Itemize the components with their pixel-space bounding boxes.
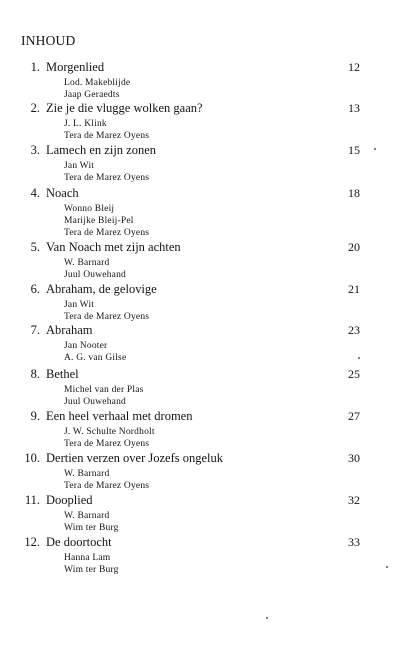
entry-title: Van Noach met zijn achten xyxy=(46,240,181,254)
entry-author: Jaap Geraedts xyxy=(64,90,120,100)
entry-number: 11. xyxy=(24,493,40,507)
entry-credits xyxy=(64,426,155,450)
entry-number: 8. xyxy=(30,367,40,381)
entry-author: J. L. Klink xyxy=(64,119,107,129)
entry-page-number: 13 xyxy=(348,101,360,115)
entry-credits xyxy=(64,77,130,101)
entry-author: W. Barnard xyxy=(64,511,110,521)
entry-credits xyxy=(64,299,149,323)
entry-author: Tera de Marez Oyens xyxy=(64,228,150,238)
entry-author: Lod. Makeblijde xyxy=(64,78,131,88)
entry-author: Jan Nooter xyxy=(64,341,108,351)
entry-number: 4. xyxy=(30,186,40,200)
entry-author: Jan Wit xyxy=(64,300,95,310)
entry-title: Morgenlied xyxy=(46,60,105,74)
entry-page-number: 12 xyxy=(348,60,360,74)
entry-credits xyxy=(64,340,126,364)
entry-title: Bethel xyxy=(46,367,79,381)
entry-number: 7. xyxy=(30,323,40,337)
entry-credits xyxy=(64,384,144,408)
entry-author: W. Barnard xyxy=(64,469,110,479)
entry-page-number: 20 xyxy=(348,240,360,254)
print-speck xyxy=(358,357,360,359)
entry-credits xyxy=(64,510,119,534)
entry-author: Tera de Marez Oyens xyxy=(64,481,150,491)
entry-title: De doortocht xyxy=(46,535,112,549)
page-title: INHOUD xyxy=(21,33,76,48)
print-speck xyxy=(386,566,388,568)
entry-author: J. W. Schulte Nordholt xyxy=(64,427,155,437)
entry-title: Een heel verhaal met dromen xyxy=(46,409,193,423)
entry-author: W. Barnard xyxy=(64,258,110,268)
entry-page-number: 33 xyxy=(348,535,360,549)
entry-page-number: 15 xyxy=(348,143,360,157)
entry-page-number: 30 xyxy=(348,451,360,465)
entry-credits xyxy=(64,160,149,184)
entry-author: A. G. van Gilse xyxy=(64,353,127,363)
entry-author: Tera de Marez Oyens xyxy=(64,173,150,183)
entry-credits xyxy=(64,552,119,576)
entry-title: Dooplied xyxy=(46,493,93,507)
entry-title: Abraham xyxy=(46,323,93,337)
entry-number: 12. xyxy=(24,535,40,549)
entry-credits xyxy=(64,118,149,142)
entry-credits xyxy=(64,468,149,492)
entry-number: 3. xyxy=(30,143,40,157)
entry-title: Abraham, de gelovige xyxy=(46,282,157,296)
print-speck xyxy=(266,617,268,619)
entry-number: 6. xyxy=(30,282,40,296)
entry-page-number: 23 xyxy=(348,323,360,337)
entry-credits xyxy=(64,257,126,281)
entry-number: 9. xyxy=(30,409,40,423)
entry-author: Wonno Bleij xyxy=(64,204,115,214)
entry-number: 5. xyxy=(30,240,40,254)
entry-number: 1. xyxy=(30,60,40,74)
entry-title: Lamech en zijn zonen xyxy=(46,143,157,157)
entry-title: Zie je die vlugge wolken gaan? xyxy=(46,101,203,115)
entry-author: Wim ter Burg xyxy=(64,523,119,533)
entry-page-number: 32 xyxy=(348,493,360,507)
entry-author: Marijke Bleij-Pel xyxy=(64,216,134,226)
entry-author: Jan Wit xyxy=(64,161,95,171)
entry-page-number: 27 xyxy=(348,409,360,423)
entry-author: Tera de Marez Oyens xyxy=(64,131,150,141)
entry-credits xyxy=(64,203,149,239)
entry-page-number: 18 xyxy=(348,186,360,200)
entry-title: Noach xyxy=(46,186,79,200)
entry-number: 2. xyxy=(30,101,40,115)
entry-number: 10. xyxy=(24,451,40,465)
entry-author: Hanna Lam xyxy=(64,553,111,563)
entry-page-number: 21 xyxy=(348,282,360,296)
entry-author: Tera de Marez Oyens xyxy=(64,312,150,322)
entry-page-number: 25 xyxy=(348,367,360,381)
entry-author: Tera de Marez Oyens xyxy=(64,439,150,449)
entry-author: Wim ter Burg xyxy=(64,565,119,575)
entry-author: Juul Ouwehand xyxy=(64,270,126,280)
entry-title: Dertien verzen over Jozefs ongeluk xyxy=(46,451,224,465)
entry-author: Juul Ouwehand xyxy=(64,397,126,407)
print-speck xyxy=(374,148,376,150)
entry-author: Michel van der Plas xyxy=(64,385,144,395)
